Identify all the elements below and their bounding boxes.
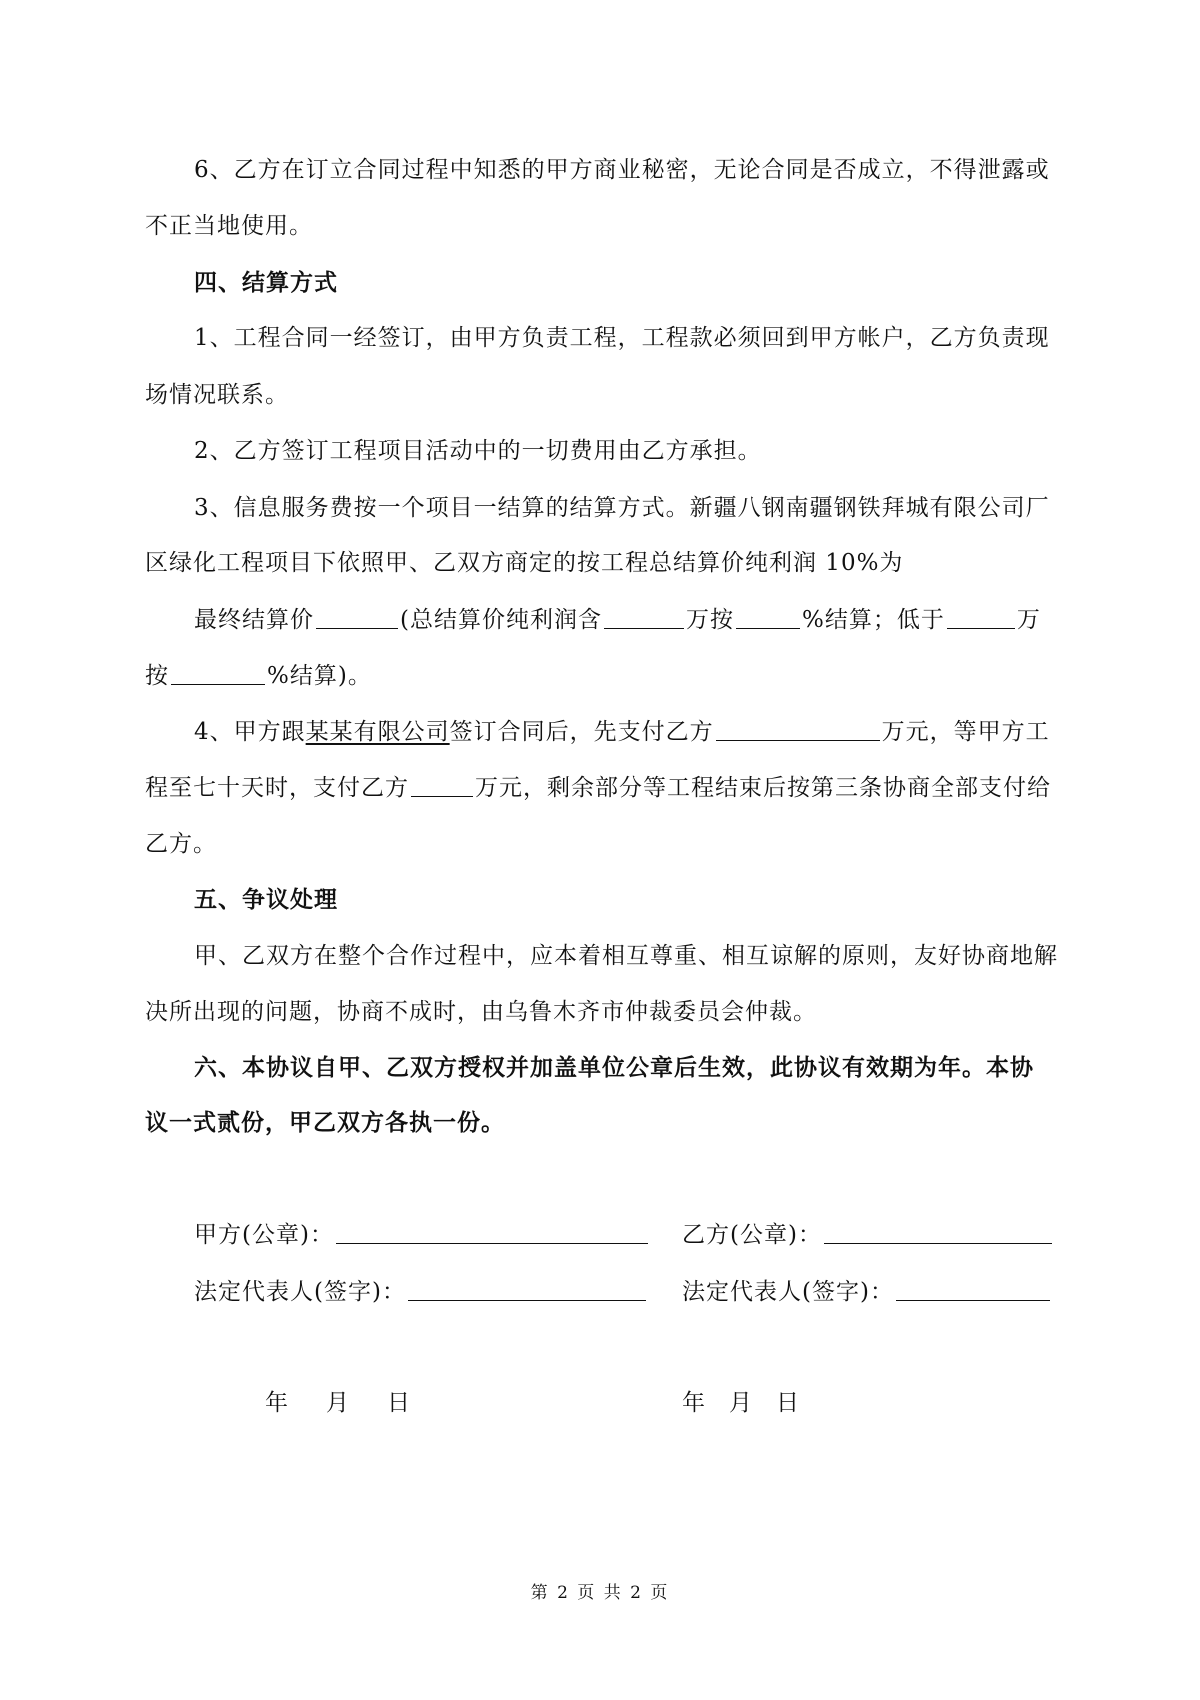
percent-blank-2[interactable] xyxy=(171,660,265,685)
wan-by-label: 万按 xyxy=(685,607,734,633)
net-profit-amount-blank[interactable] xyxy=(604,604,684,629)
party-b-date xyxy=(682,1388,799,1418)
clause-6-line-1: 6、乙方在订立合同过程中知悉的甲方商业秘密，无论合同是否成立，不得泄露或 xyxy=(194,157,1050,183)
final-price-blank[interactable] xyxy=(316,604,398,629)
party-b-year: 年 xyxy=(682,1390,705,1416)
section-5-title: 五、争议处理 xyxy=(194,886,338,913)
party-b-seal-blank[interactable] xyxy=(824,1219,1052,1244)
section-4-item-2: 2、乙方签订工程项目活动中的一切费用由乙方承担。 xyxy=(194,438,762,464)
party-b-rep-blank[interactable] xyxy=(896,1276,1050,1301)
party-b-month: 月 xyxy=(729,1390,752,1416)
section-4-title: 四、结算方式 xyxy=(194,269,338,296)
second-payment-blank[interactable] xyxy=(411,772,473,797)
party-a-seal xyxy=(194,1219,650,1250)
clause-6-line-2: 不正当地使用。 xyxy=(145,213,313,239)
party-b-seal-label: 乙方(公章)： xyxy=(682,1222,822,1248)
percent-blank-1[interactable] xyxy=(736,604,800,629)
settle-end-label: %结算)。 xyxy=(267,663,372,689)
item-4-after-sign: 签订合同后，先支付乙方 xyxy=(449,719,714,745)
final-price-label: 最终结算价 xyxy=(194,607,314,633)
page-number-footer: 第 2 页 共 2 页 xyxy=(530,1583,670,1603)
section-4-item-4-line-3: 乙方。 xyxy=(145,831,217,857)
party-b-rep xyxy=(682,1276,1052,1307)
item-4-remaining: 万元，剩余部分等工程结束后按第三条协商全部支付给 xyxy=(475,775,1051,801)
by-label: 按 xyxy=(145,663,169,689)
item-4-seventy-days: 程至七十天时，支付乙方 xyxy=(145,775,409,801)
first-payment-blank[interactable] xyxy=(716,716,880,741)
party-a-date xyxy=(265,1388,410,1418)
party-a-rep-label: 法定代表人(签字)： xyxy=(194,1279,406,1305)
party-b-seal xyxy=(682,1219,1054,1250)
section-5-line-1: 甲、乙双方在整个合作过程中，应本着相互尊重、相互谅解的原则，友好协商地解 xyxy=(194,943,1058,969)
section-6-line-1: 六、本协议自甲、乙双方授权并加盖单位公章后生效，此协议有效期为年。本协 xyxy=(194,1054,1034,1081)
party-a-seal-label: 甲方(公章)： xyxy=(194,1222,334,1248)
section-4-item-3-line-2: 区绿化工程项目下依照甲、乙双方商定的按工程总结算价纯利润 10%为 xyxy=(145,550,904,576)
company-name: 某某有限公司 xyxy=(305,719,450,745)
section-5-line-2: 决所出现的问题，协商不成时，由乌鲁木齐市仲裁委员会仲裁。 xyxy=(145,999,817,1025)
section-6-line-2: 议一式贰份，甲乙双方各执一份。 xyxy=(145,1109,505,1136)
below-amount-blank[interactable] xyxy=(947,604,1015,629)
party-a-rep xyxy=(194,1276,648,1307)
section-4-item-1-line-2: 场情况联系。 xyxy=(145,382,289,408)
item-4-intro: 4、甲方跟 xyxy=(194,719,306,745)
party-a-year: 年 xyxy=(265,1390,288,1416)
section-4-item-1-line-1: 1、工程合同一经签订，由甲方负责工程，工程款必须回到甲方帐户，乙方负责现 xyxy=(194,325,1050,351)
party-b-rep-label: 法定代表人(签字)： xyxy=(682,1279,894,1305)
section-4-item-3-line-3 xyxy=(194,604,1041,635)
party-a-month: 月 xyxy=(326,1390,349,1416)
section-4-item-3-line-4 xyxy=(145,660,372,691)
party-a-seal-blank[interactable] xyxy=(336,1219,648,1244)
section-4-item-3-line-1: 3、信息服务费按一个项目一结算的结算方式。新疆八钢南疆钢铁拜城有限公司厂 xyxy=(194,495,1050,521)
party-a-rep-blank[interactable] xyxy=(408,1276,646,1301)
net-profit-label: (总结算价纯利润含 xyxy=(400,607,602,633)
wan-label: 万 xyxy=(1016,607,1041,633)
party-b-day: 日 xyxy=(776,1390,799,1416)
party-a-day: 日 xyxy=(387,1390,410,1416)
settle-below-label: %结算；低于 xyxy=(801,607,945,633)
item-4-wan-yuan: 万元，等甲方工 xyxy=(881,719,1050,745)
section-4-item-4-line-2 xyxy=(145,772,1051,803)
section-4-item-4-line-1 xyxy=(194,716,1050,747)
